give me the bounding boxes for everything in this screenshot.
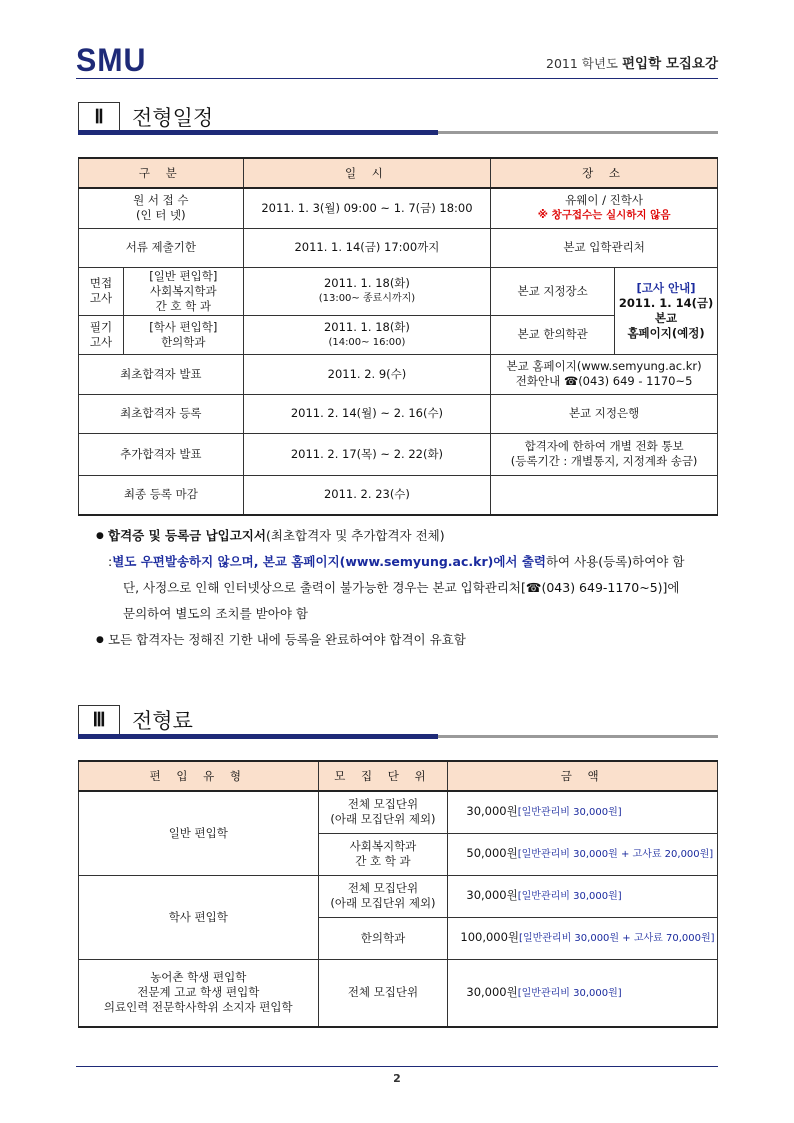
section3-title: 전형료 — [132, 709, 193, 733]
section3-heading — [78, 704, 193, 736]
fee-amount: 30,000원[일반관리비 30,000원] — [448, 875, 718, 917]
row-date: 2011. 2. 17(목) ~ 2. 22(화) — [243, 433, 491, 475]
schedule-header-place: 장 소 — [491, 158, 718, 188]
row-date: 2011. 1. 18(화) (13:00~ 종료시까지) — [243, 267, 491, 315]
row-date: 2011. 1. 3(월) 09:00 ~ 1. 7(금) 18:00 — [243, 188, 491, 228]
schedule-header-datetime: 일 시 — [243, 158, 491, 188]
row-place: 본교 지정은행 — [491, 394, 718, 433]
table-row — [79, 875, 718, 917]
table-row — [79, 228, 718, 267]
row-place: 본교 홈페이지(www.semyung.ac.kr) 전화안내 ☎(043) 649 - 1170~5 — [491, 354, 718, 394]
row-label: 최초합격자 발표 — [79, 354, 244, 394]
fee-amount: 30,000원[일반관리비 30,000원] — [448, 791, 718, 833]
note-item: 단, 사정으로 인해 인터넷상으로 출력이 불가능한 경우는 본교 입학관리처[☎(043) 649-1170~5)]에 — [123, 580, 680, 595]
row-date: 2011. 2. 9(수) — [243, 354, 491, 394]
counter-notice: ※ 창구접수는 실시하지 않음 — [537, 209, 671, 222]
smu-logo: SMU — [76, 42, 147, 78]
fee-table — [78, 760, 718, 1028]
table-row — [79, 791, 718, 833]
header-divider — [76, 78, 718, 79]
table-row — [79, 267, 718, 315]
page-number: 2 — [393, 1072, 401, 1085]
table-row — [79, 433, 718, 475]
row-label: 최종 등록 마감 — [79, 475, 244, 515]
table-row — [79, 394, 718, 433]
row-date: 2011. 1. 18(화) (14:00~ 16:00) — [243, 315, 491, 354]
row-label: 면접 고사 — [79, 267, 124, 315]
table-row — [79, 475, 718, 515]
fee-type: 학사 편입학 — [79, 875, 319, 959]
section2-heading — [78, 101, 213, 133]
bullet-icon: ● — [96, 531, 104, 541]
fee-unit: 전체 모집단위 (아래 모집단위 제외) — [318, 791, 448, 833]
row-place: 본교 한의학관 — [491, 315, 615, 354]
row-label: 원 서 접 수 (인 터 넷) — [79, 188, 244, 228]
row-place: 합격자에 한하여 개별 전화 통보 (등록기간 : 개별통지, 지정계좌 송금) — [491, 433, 718, 475]
section3-number: Ⅲ — [78, 705, 120, 735]
section2-title: 전형일정 — [132, 106, 214, 130]
exam-notice: [고사 안내] 2011. 1. 14(금) 본교 홈페이지(예정) — [615, 267, 718, 354]
fee-unit: 전체 모집단위 — [318, 959, 448, 1027]
header-year: 2011 학년도 — [546, 56, 619, 71]
schedule-notes — [96, 523, 722, 653]
schedule-table — [78, 157, 718, 516]
row-label: 최초합격자 등록 — [79, 394, 244, 433]
table-row — [79, 188, 718, 228]
row-place: 본교 입학관리처 — [491, 228, 718, 267]
fee-header-unit: 모 집 단 위 — [318, 761, 448, 791]
row-label: 필기 고사 — [79, 315, 124, 354]
row-dept: [일반 편입학] 사회복지학과 간 호 학 과 — [123, 267, 243, 315]
row-place: 유웨이 / 진학사 ※ 창구접수는 실시하지 않음 — [491, 188, 718, 228]
row-date: 2011. 2. 14(월) ~ 2. 16(수) — [243, 394, 491, 433]
row-place: 본교 지정장소 — [491, 267, 615, 315]
fee-amount: 100,000원[일반관리비 30,000원 + 고사료 70,000원] — [448, 917, 718, 959]
print-notice: 별도 우편발송하지 않으며, 본교 홈페이지(www.semyung.ac.kr)에서 출력 — [112, 554, 546, 569]
row-label: 추가합격자 발표 — [79, 433, 244, 475]
fee-amount: 50,000원[일반관리비 30,000원 + 고사료 20,000원] — [448, 833, 718, 875]
footer-divider — [76, 1066, 718, 1067]
row-date: 2011. 2. 23(수) — [243, 475, 491, 515]
fee-amount: 30,000원[일반관리비 30,000원] — [448, 959, 718, 1027]
fee-header-type: 편 입 유 형 — [79, 761, 319, 791]
row-date: 2011. 1. 14(금) 17:00까지 — [243, 228, 491, 267]
fee-type: 일반 편입학 — [79, 791, 319, 875]
fee-unit: 한의학과 — [318, 917, 448, 959]
table-row — [79, 354, 718, 394]
schedule-header-category: 구 분 — [79, 158, 244, 188]
fee-unit: 사회복지학과 간 호 학 과 — [318, 833, 448, 875]
note-item: ● 합격증 및 등록금 납입고지서(최초합격자 및 추가합격자 전체) — [96, 523, 722, 549]
fee-type: 농어촌 학생 편입학 전문계 고교 학생 편입학 의료인력 전문학사학위 소지자 편입학 — [79, 959, 319, 1027]
table-row — [79, 959, 718, 1027]
section2-number: Ⅱ — [78, 102, 120, 132]
header-title — [546, 52, 718, 72]
header-doc-title: 편입학 모집요강 — [622, 56, 718, 72]
bullet-icon: ● — [96, 635, 104, 645]
row-place — [491, 475, 718, 515]
row-label: 서류 제출기한 — [79, 228, 244, 267]
note-item: 문의하여 별도의 조치를 받아야 함 — [123, 606, 308, 621]
fee-unit: 전체 모집단위 (아래 모집단위 제외) — [318, 875, 448, 917]
row-dept: [학사 편입학] 한의학과 — [123, 315, 243, 354]
note-item: ● 모든 합격자는 정해진 기한 내에 등록을 완료하여야 합격이 유효함 — [96, 627, 722, 653]
note-item: : 별도 우편발송하지 않으며, 본교 홈페이지(www.semyung.ac.kr)에서 출력하여 사용(등록)하여야 함 — [108, 554, 685, 569]
fee-header-amount: 금 액 — [448, 761, 718, 791]
